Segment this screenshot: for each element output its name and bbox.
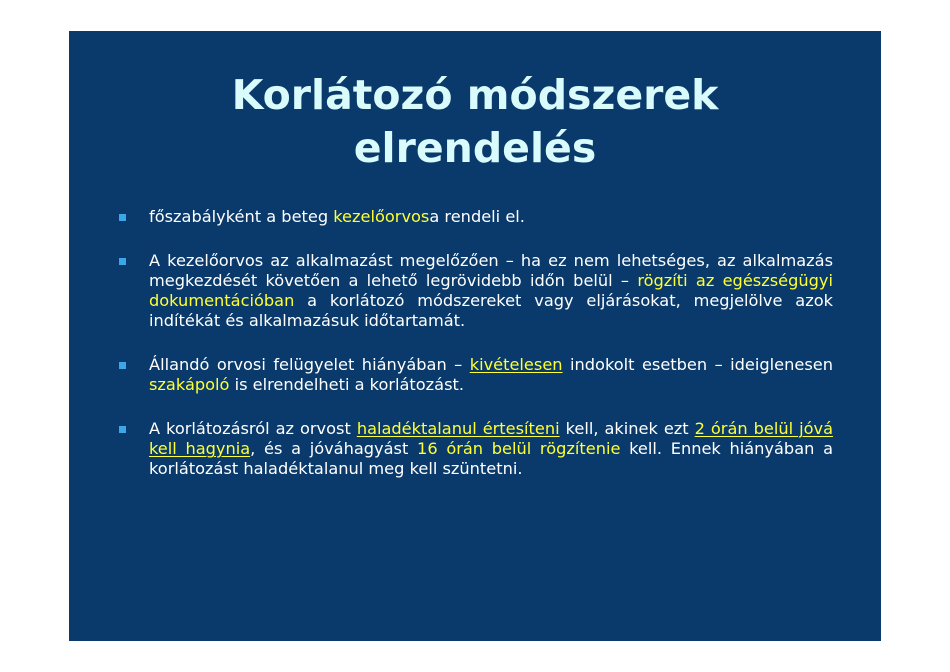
bullet-text: A korlátozásról az orvost [149,419,357,438]
bullet-item [115,419,833,479]
bullet-text: Állandó orvosi felügyelet hiányában – [149,355,470,374]
square-bullet-icon [119,214,126,221]
title-line-1: Korlátozó módszerek [231,71,719,119]
bullet-text: A kezelőorvos az alkalmazást megelőzően – ha ez nem lehetséges, az alkalmazás megkezdését követően a lehető legrövidebb időn belül – [149,251,833,290]
highlight-text: 16 órán belül rögzítenie [417,439,621,458]
bullet-text: indokolt esetben – ideiglenesen [562,355,833,374]
highlight-text: haladéktalanul értesíteni [356,419,560,438]
bullet-item [115,251,833,331]
bullet-item [115,355,833,395]
bullet-text: , és a jóváhagyást [250,439,418,458]
bullet-text: is elrendelheti a korlátozást. [229,375,465,394]
bullet-text: kell. Ennek hiányában a korlátozást haladéktalanul meg kell szüntetni. [149,439,833,478]
title-line-2: elrendelés [353,124,597,172]
slide-title [69,69,881,175]
bullet-text: főszabályként a beteg [149,207,334,226]
highlight-text: szakápoló [149,375,230,394]
square-bullet-icon [119,362,126,369]
bullet-text: kell, akinek ezt [559,419,695,438]
highlight-text: kivételesen [469,355,563,374]
bullet-item [115,207,833,227]
slide [69,31,881,641]
square-bullet-icon [119,258,126,265]
highlight-text: rögzíti az egészségügyi dokumentációban [149,271,834,310]
highlight-text: kezelőorvos [333,207,430,226]
square-bullet-icon [119,426,126,433]
bullet-list [115,207,833,479]
bullet-text: a korlátozó módszereket vagy eljárásokat, megjelölve azok indítékát és alkalmazásuk időtartamát. [149,291,833,330]
highlight-text: 2 órán belül jóvá kell hagynia [149,419,833,458]
bullet-text: a rendeli el. [429,207,525,226]
